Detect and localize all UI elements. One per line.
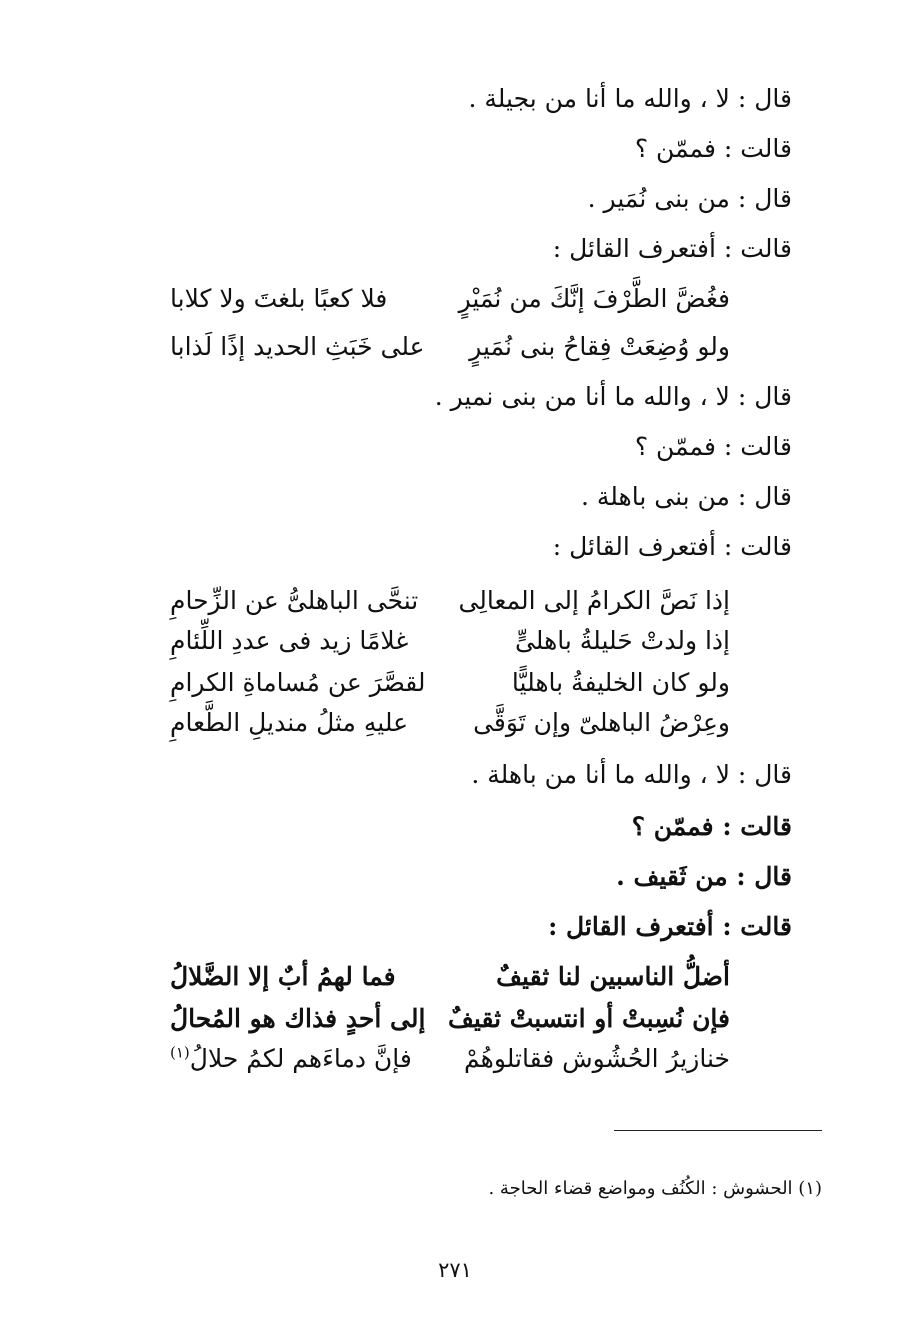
verse-first-hemistich: ولو كان الخليفةُ باهليًّا: [511, 668, 730, 697]
verse-line: [170, 666, 730, 700]
prose-line: قال : لا ، والله ما أنا من بنى نمير .: [434, 382, 792, 411]
page-number: ٢٧١: [438, 1258, 472, 1282]
prose-line: قالت : فممّن ؟: [631, 812, 792, 841]
verse-second-hemistich: فلا كعبًا بلغتَ ولا كلابا: [170, 284, 388, 313]
verse-line: [170, 584, 730, 618]
prose-line: قالت : أفتعرف القائل :: [552, 532, 792, 561]
verse-second-hemistich: [170, 1042, 412, 1076]
prose-line: قال : لا ، والله ما أنا من باهلة .: [471, 760, 792, 789]
prose-line: قال : من ثَقيف .: [616, 862, 792, 891]
prose-line: قال : من بنى نُمَير .: [587, 184, 792, 213]
verse-second-hemistich: فما لهمُ أبٌ إلا الضَّلالُ: [170, 962, 396, 991]
verse-line: [170, 1042, 730, 1076]
verse-first-hemistich: ولو وُضِعَتْ فِقاحُ بنى نُمَيرٍ: [469, 332, 730, 361]
verse-first-hemistich: إذا ولدتْ حَليلةُ باهلىٍّ: [514, 626, 730, 655]
verse-first-hemistich: وعِرْضُ الباهلىّ وإن تَوَقَّى: [473, 708, 730, 737]
footnote-divider: [614, 1130, 822, 1131]
verse-first-hemistich: خنازيرُ الحُشُوش فقاتلوهُمْ: [464, 1044, 730, 1073]
verse-first-hemistich: فغُضَّ الطَّرْفَ إنَّكَ من نُمَيْرٍ: [458, 284, 730, 313]
verse-second-hemistich: عليهِ مثلُ منديلِ الطَّعامِ: [170, 708, 409, 737]
prose-line: قالت : فممّن ؟: [634, 134, 792, 163]
prose-line: قالت : أفتعرف القائل :: [548, 912, 792, 941]
verse-second-hemistich: تنحَّى الباهلىُّ عن الزِّحامِ: [170, 586, 419, 615]
footnote-reference: (١): [170, 1043, 190, 1062]
verse-line: [170, 960, 730, 994]
footnote: (١) الحشوش : الكُنُف ومواضع قضاء الحاجة .: [488, 1178, 822, 1199]
verse-second-hemistich-text: فإنَّ دماءَهم لكمُ حلالُ: [189, 1044, 412, 1073]
prose-line: قال : لا ، والله ما أنا من بجيلة .: [468, 84, 792, 113]
verse-first-hemistich: فإن نُسِبتْ أو انتسبتْ ثقيفٌ: [448, 1004, 730, 1033]
verse-second-hemistich: غلامًا زيد فى عددِ اللِّئامِ: [170, 626, 409, 655]
verse-second-hemistich: إلى أحدٍ فذاك هو المُحالُ: [170, 1004, 426, 1033]
verse-first-hemistich: أضلُّ الناسبين لنا ثقيفٌ: [496, 962, 730, 991]
verse-second-hemistich: على خَبَثِ الحديد إذًا لَذابا: [170, 332, 425, 361]
verse-line: [170, 1002, 730, 1036]
verse-line: [170, 330, 730, 364]
verse-line: [170, 282, 730, 316]
verse-line: [170, 624, 730, 658]
verse-second-hemistich: لقصَّرَ عن مُساماةِ الكرامِ: [170, 668, 426, 697]
prose-line: قالت : فممّن ؟: [634, 432, 792, 461]
prose-line: قالت : أفتعرف القائل :: [552, 234, 792, 263]
verse-first-hemistich: إذا نَصَّ الكرامُ إلى المعالِى: [458, 586, 730, 615]
verse-line: [170, 706, 730, 740]
prose-line: قال : من بنى باهلة .: [580, 482, 792, 511]
